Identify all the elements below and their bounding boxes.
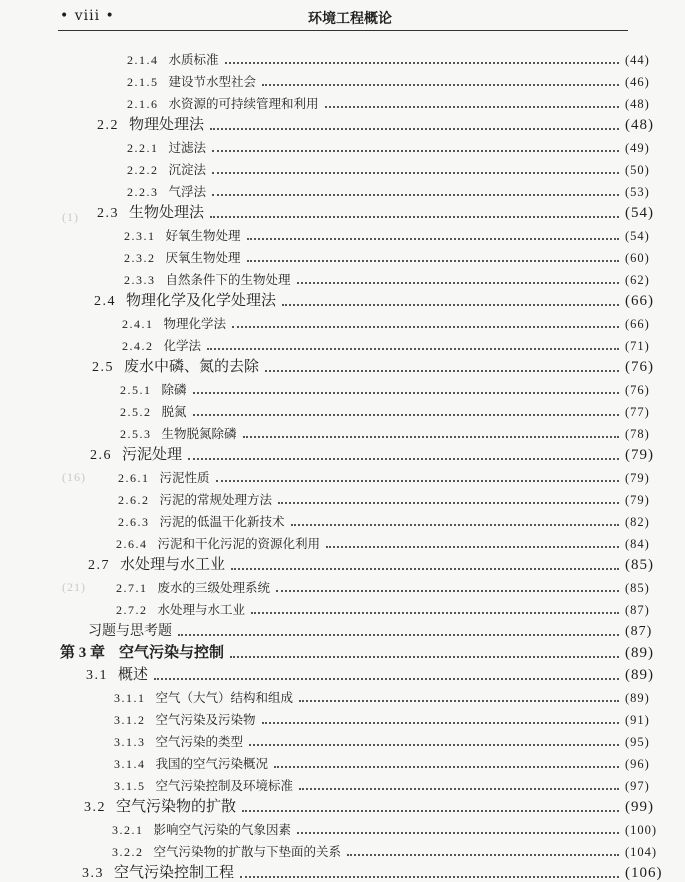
entry-number: 3.2 [84,800,106,815]
entry-number: 2.5 [92,360,114,375]
toc-entry[interactable] [0,728,685,750]
entry-number: 2.6.3 [118,515,150,529]
toc-entry[interactable] [0,816,685,838]
entry-number: 2.6.2 [118,493,150,507]
entry-page: (106) [625,865,663,881]
toc-entry[interactable] [0,68,685,90]
entry-page: (99) [625,799,654,815]
entry-page: (53) [625,185,650,199]
entry-page: (87) [625,624,653,639]
dot-leader [247,260,619,262]
entry-title: 空气污染及污染物 [155,712,256,727]
entry-page: (49) [625,141,650,155]
toc-entry[interactable] [0,266,685,288]
dot-leader [193,392,619,394]
entry-title: 污泥和干化污泥的资源化利用 [157,536,321,551]
toc-entry[interactable] [0,90,685,112]
entry-page: (78) [625,427,650,441]
toc-entry[interactable] [0,794,685,816]
toc-entry[interactable] [0,860,685,882]
entry-number: 2.3.3 [124,273,156,287]
entry-number: 2.7 [88,558,110,573]
dot-leader [347,854,619,856]
toc-entry[interactable] [0,464,685,486]
dot-leader [212,150,619,152]
dot-leader [212,194,619,196]
dot-leader [265,370,619,372]
entry-page: (50) [625,163,650,177]
toc-entry[interactable] [0,376,685,398]
page-folio: • viii • [60,8,115,24]
entry-title: 空气（大气）结构和组成 [155,690,294,705]
toc-entry[interactable] [0,640,685,662]
entry-title: 污泥的低温干化新技术 [159,514,285,529]
dot-leader [262,84,619,86]
toc-entry[interactable] [0,310,685,332]
dot-leader [297,282,619,284]
dot-leader [207,348,619,350]
entry-page: (76) [625,359,654,375]
dot-leader [243,436,619,438]
toc-entry[interactable] [0,288,685,310]
entry-title: 建设节水型社会 [168,74,257,89]
entry-title: 自然条件下的生物处理 [165,272,291,287]
entry-title: 生物处理法 [129,203,205,221]
dot-leader [212,172,619,174]
toc-entry[interactable] [0,420,685,442]
entry-page: (89) [625,645,654,661]
toc-entry[interactable] [0,134,685,156]
entry-title: 化学法 [163,338,202,353]
entry-title: 影响空气污染的气象因素 [153,822,292,837]
entry-title: 污泥性质 [159,470,210,485]
dot-leader [251,612,619,614]
entry-title: 物理化学及化学处理法 [126,291,277,309]
entry-page: (60) [625,251,650,265]
entry-page: (84) [625,537,650,551]
toc-entry[interactable] [0,552,685,574]
entry-number: 3.2.1 [112,823,144,837]
dot-leader [210,216,619,218]
toc-entry[interactable] [0,772,685,794]
entry-number: 2.4 [94,294,116,309]
entry-number: 2.2.1 [127,141,159,155]
toc-entry[interactable] [0,200,685,222]
running-title: 环境工程概论 [308,11,392,27]
toc-entry[interactable] [0,398,685,420]
toc-entry[interactable] [0,838,685,860]
dot-leader [178,634,619,636]
toc-entry[interactable] [0,244,685,266]
entry-page: (100) [625,823,658,837]
dot-leader [299,700,619,702]
entry-title: 废水中磷、氮的去除 [124,357,260,375]
entry-number: 第 3 章 [60,645,106,661]
entry-number: 3.1 [86,668,108,683]
entry-title: 空气污染与控制 [119,643,225,661]
entry-number: 2.4.1 [122,317,154,331]
entry-title: 水资源的可持续管理和利用 [168,96,319,111]
entry-page: (79) [625,493,650,507]
toc-entry[interactable] [0,530,685,552]
dot-leader [291,524,619,526]
entry-number: 2.1.4 [127,53,159,67]
toc-entry[interactable] [0,750,685,772]
entry-page: (62) [625,273,650,287]
entry-number: 3.3 [82,866,104,881]
entry-page: (48) [625,97,650,111]
entry-title: 好氧生物处理 [165,228,241,243]
entry-page: (89) [625,667,654,683]
dot-leader [297,832,619,834]
entry-title: 废水的三级处理系统 [157,580,271,595]
dot-leader [232,326,619,328]
dot-leader [210,128,619,130]
show-through-mark: (21) [62,580,86,594]
entry-page: (85) [625,581,650,595]
toc-entry[interactable] [0,706,685,728]
entry-title: 厌氧生物处理 [165,250,241,265]
entry-title: 水处理与水工业 [120,555,226,573]
dot-leader [240,876,619,878]
entry-title: 概述 [118,665,149,683]
entry-title: 气浮法 [168,184,207,199]
entry-number: 2.6.1 [118,471,150,485]
entry-page: (76) [625,383,650,397]
entry-title: 过滤法 [168,140,207,155]
entry-number: 2.7.2 [116,603,148,617]
entry-page: (71) [625,339,650,353]
entry-page: (48) [625,117,654,133]
entry-number: 2.3.2 [124,251,156,265]
entry-number: 2.1.5 [127,75,159,89]
entry-page: (46) [625,75,650,89]
toc-entry[interactable] [0,46,685,68]
entry-number: 3.1.3 [114,735,146,749]
entry-page: (97) [625,779,650,793]
entry-page: (79) [625,447,654,463]
entry-number: 2.3 [97,206,119,221]
toc-entry[interactable] [0,222,685,244]
entry-number: 3.1.2 [114,713,146,727]
entry-title: 物理处理法 [129,115,205,133]
entry-number: 2.6.4 [116,537,148,551]
toc-entry[interactable] [0,112,685,134]
toc-entry[interactable] [0,332,685,354]
toc-entry[interactable] [0,596,685,618]
entry-number: 2.5.3 [120,427,152,441]
toc-entry[interactable] [0,684,685,706]
entry-page: (66) [625,293,654,309]
entry-number: 2.3.1 [124,229,156,243]
entry-number: 3.1.1 [114,691,146,705]
toc-entry[interactable] [0,486,685,508]
entry-number: 2.2 [97,118,119,133]
dot-leader [299,788,619,790]
entry-page: (82) [625,515,650,529]
entry-title: 我国的空气污染概况 [155,756,269,771]
dot-leader [154,678,619,680]
entry-title: 空气污染的类型 [155,734,244,749]
toc-entry[interactable] [0,574,685,596]
dot-leader [242,810,619,812]
show-through-mark: (16) [62,470,86,484]
toc-entry[interactable] [0,354,685,376]
entry-title: 空气污染物的扩散与下垫面的关系 [153,844,342,859]
entry-page: (79) [625,471,650,485]
entry-page: (91) [625,713,650,727]
dot-leader [247,238,619,240]
entry-title: 水质标准 [168,52,219,67]
entry-number: 2.5.1 [120,383,152,397]
dot-leader [262,722,619,724]
entry-number: 2.2.3 [127,185,159,199]
dot-leader [188,458,619,460]
toc-entry[interactable] [0,442,685,464]
dot-leader [274,766,619,768]
entry-number: 2.4.2 [122,339,154,353]
entry-page: (54) [625,205,654,221]
dot-leader [249,744,619,746]
dot-leader [276,590,619,592]
entry-title: 空气污染控制工程 [114,863,235,881]
entry-title: 污泥的常规处理方法 [159,492,273,507]
entry-page: (54) [625,229,650,243]
dot-leader [225,62,619,64]
entry-title: 除磷 [161,382,187,397]
entry-title: 水处理与水工业 [157,602,246,617]
entry-title: 污泥处理 [122,445,183,463]
entry-number: 2.5.2 [120,405,152,419]
entry-title: 物理化学法 [163,316,227,331]
entry-title: 空气污染物的扩散 [116,797,237,815]
dot-leader [325,106,619,108]
dot-leader [282,304,619,306]
entry-page: (77) [625,405,650,419]
dot-leader [193,414,619,416]
toc-entry[interactable] [0,662,685,684]
entry-page: (44) [625,53,650,67]
header-rule [58,30,628,31]
entry-number: 2.6 [90,448,112,463]
entry-title: 生物脱氮除磷 [161,426,237,441]
entry-number: 3.1.5 [114,779,146,793]
toc-entry[interactable] [0,618,685,640]
toc-entry[interactable] [0,508,685,530]
entry-number: 2.1.6 [127,97,159,111]
dot-leader [326,546,619,548]
entry-page: (87) [625,603,650,617]
entry-number: 2.7.1 [116,581,148,595]
entry-page: (89) [625,691,650,705]
dot-leader [230,656,619,658]
entry-title: 沉淀法 [168,162,207,177]
entry-number: 3.2.2 [112,845,144,859]
entry-title: 习题与思考题 [88,623,172,639]
dot-leader [216,480,619,482]
entry-title: 空气污染控制及环境标准 [155,778,294,793]
entry-number: 2.2.2 [127,163,159,177]
toc-entry[interactable] [0,156,685,178]
dot-leader [231,568,619,570]
entry-title: 脱氮 [161,404,187,419]
entry-page: (96) [625,757,650,771]
entry-number: 3.1.4 [114,757,146,771]
page-header [0,0,685,34]
show-through-mark: (1) [62,210,79,224]
entry-page: (104) [625,845,658,859]
entry-page: (66) [625,317,650,331]
dot-leader [278,502,619,504]
toc-entry[interactable] [0,178,685,200]
entry-page: (85) [625,557,654,573]
entry-page: (95) [625,735,650,749]
